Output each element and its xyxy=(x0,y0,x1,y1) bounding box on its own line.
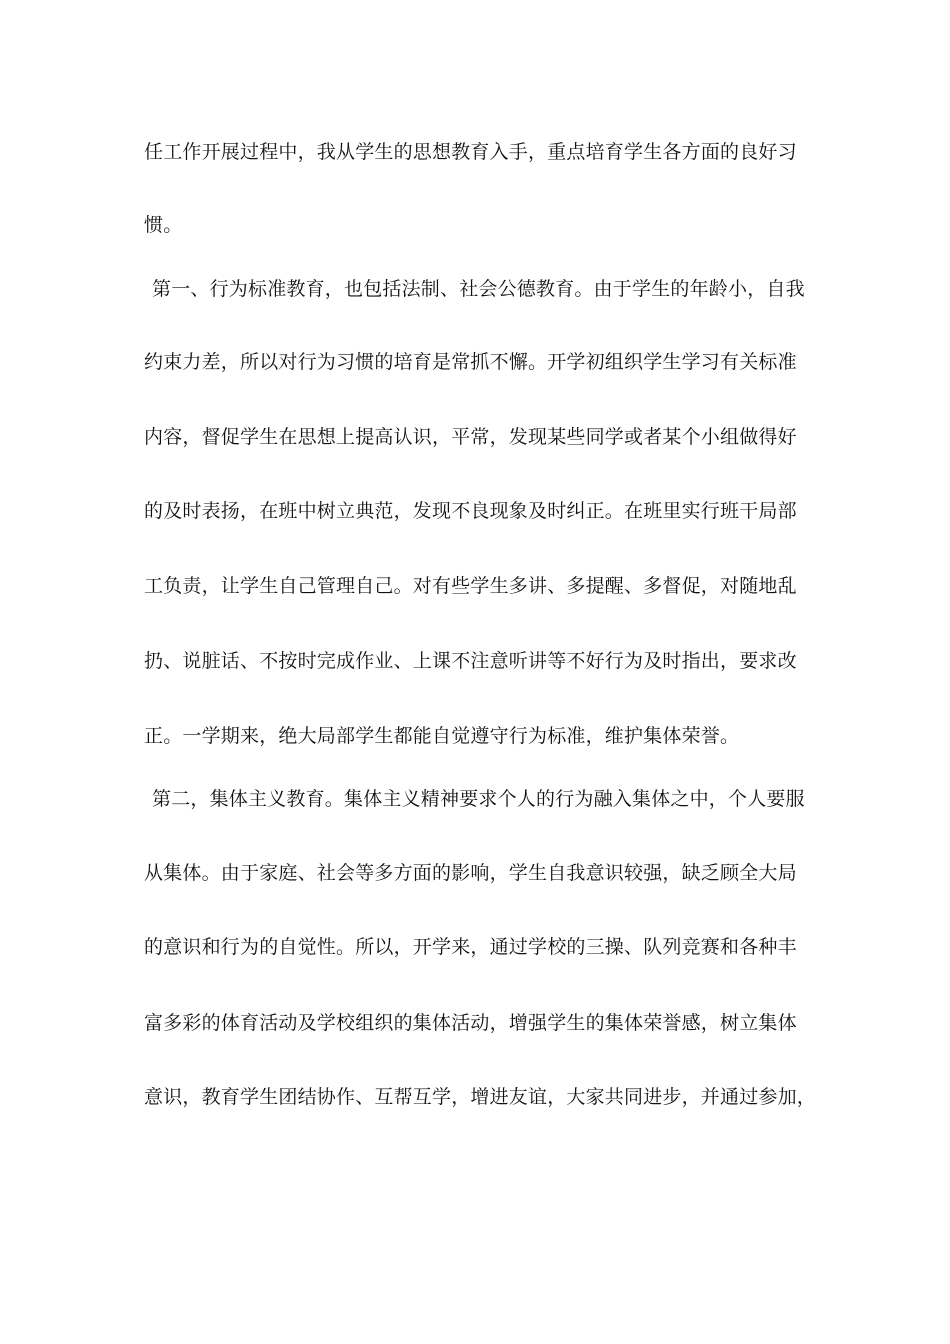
paragraph-first-line: 第二，集体主义教育。集体主义精神要求个人的行为融入集体之中，个人要服 xyxy=(152,788,805,810)
text-line: 富多彩的体育活动及学校组织的集体活动，增强学生的集体荣誉感，树立集体 xyxy=(144,1012,797,1034)
text-line: 约束力差，所以对行为习惯的培育是常抓不懈。开学初组织学生学习有关标准 xyxy=(144,351,797,373)
text-line: 的及时表扬，在班中树立典范，发现不良现象及时纠正。在班里实行班干局部 xyxy=(144,500,797,522)
text-line: 意识，教育学生团结协作、互帮互学，增进友谊，大家共同进步，并通过参加， xyxy=(144,1086,817,1108)
text-line: 扔、说脏话、不按时完成作业、上课不注意听讲等不好行为及时指出，要求改 xyxy=(144,650,797,672)
text-line: 从集体。由于家庭、社会等多方面的影响，学生自我意识较强，缺乏顾全大局 xyxy=(144,862,797,884)
paragraph-first-line: 第一、行为标准教育，也包括法制、社会公德教育。由于学生的年龄小，自我 xyxy=(152,278,805,300)
text-line: 正。一学期来，绝大局部学生都能自觉遵守行为标准，维护集体荣誉。 xyxy=(144,725,740,747)
text-line: 任工作开展过程中，我从学生的思想教育入手，重点培育学生各方面的良好习 xyxy=(144,141,797,163)
text-line: 惯。 xyxy=(144,214,183,236)
text-line: 内容，督促学生在思想上提高认识，平常，发现某些同学或者某个小组做得好 xyxy=(144,426,797,448)
text-line: 的意识和行为的自觉性。所以，开学来，通过学校的三操、队列竞赛和各种丰 xyxy=(144,936,797,958)
text-line: 工负责，让学生自己管理自己。对有些学生多讲、多提醒、多督促，对随地乱 xyxy=(144,575,797,597)
